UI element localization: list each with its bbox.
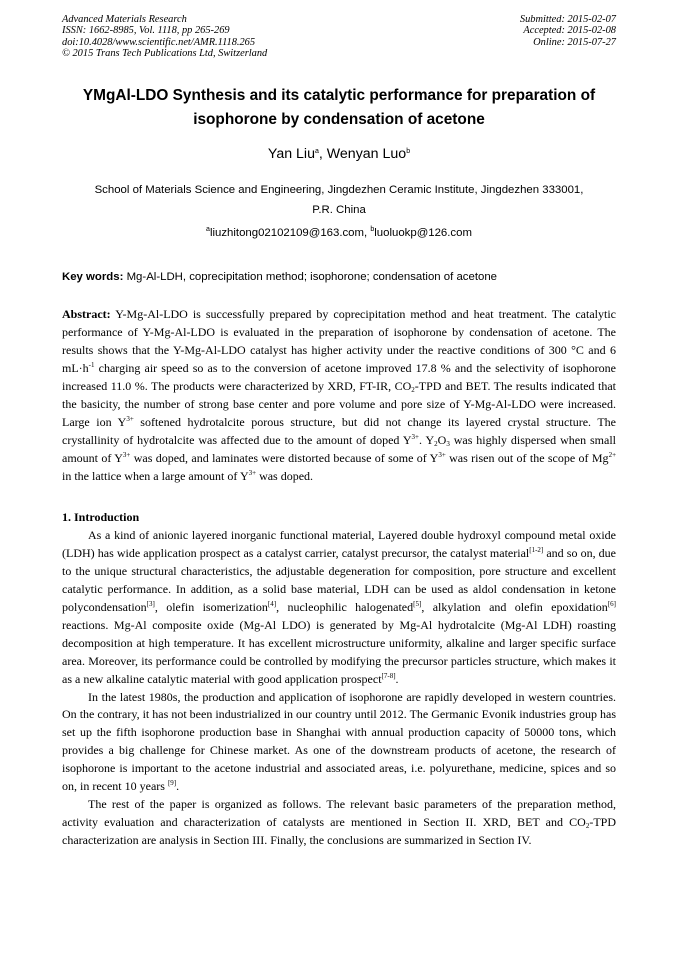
abstract-sub: 2 — [434, 439, 438, 448]
author-separator: , — [318, 146, 327, 162]
abstract-text: -TPD and BET. The results indicated that the basicity, the number of strong base center and pore volume and pore size of Y-Mg-Al-LDO were increased. Large ion Y — [62, 378, 616, 429]
author-2: Wenyan Luo — [326, 146, 407, 162]
body-text: . — [176, 779, 180, 794]
intro-paragraph-1 — [62, 527, 616, 689]
email-b[interactable]: luoluokp@126.com — [374, 227, 472, 239]
abstract-sup: 3+ — [411, 432, 419, 441]
affiliation — [62, 180, 616, 220]
email-separator: , — [364, 227, 371, 239]
author-1: Yan Liu — [267, 146, 315, 162]
title-line-2: isophorone by condensation of acetone — [193, 111, 485, 128]
copyright: © 2015 Trans Tech Publications Ltd, Switzerland — [62, 47, 268, 59]
body-text: The rest of the paper is organized as follows. The relevant basic parameters of the preparation method, activity evaluation and characterization of catalysts are mentioned in Section II. XRD, BET and CO — [62, 797, 616, 830]
abstract-sup: 2+ — [608, 450, 617, 459]
body-text: reactions. Mg-Al composite oxide (Mg-Al LDO) is generated by Mg-Al hydrotalcite (Mg-Al LDH) roasting decomposition at high temperature. It has excellent microstructure uniformity, alkaline and larger specific surface area. Moreover, its performance could be controlled by modifying the precursor particles structure, which makes it as a new alkaline catalytic material with good application prospect — [62, 617, 616, 686]
title-line-1: YMgAl-LDO Synthesis and its catalytic performance for preparation of — [82, 87, 596, 104]
abstract-text: . Y — [419, 432, 435, 447]
citation: [6] — [607, 599, 616, 608]
abstract-text: charging air speed so as to the conversion of acetone improved 17.8 % and the selectivity of isophorone increased 11.0 %. The products were characterized by XRD, FT-IR, CO — [62, 360, 616, 393]
abstract-text: was highly dispersed when small amount of Y — [62, 432, 616, 465]
keywords — [62, 270, 616, 285]
abstract-paragraph — [62, 306, 616, 486]
email-a-mark: a — [206, 226, 210, 233]
citation: [4] — [267, 599, 277, 608]
affiliation-line-1: School of Materials Science and Engineering, Jingdezhen Ceramic Institute, Jingdezhen 333001, — [94, 184, 584, 196]
intro-paragraph-3 — [62, 796, 616, 850]
authors — [0, 145, 678, 163]
author-emails — [0, 225, 678, 241]
abstract — [62, 306, 616, 486]
abstract-sup: 3+ — [122, 450, 131, 459]
section-heading: 1. Introduction — [62, 510, 140, 524]
affiliation-line-2: P.R. China — [312, 204, 366, 216]
abstract-sup: 3+ — [126, 414, 134, 423]
author-1-mark: a — [314, 148, 319, 155]
abstract-text: Y-Mg-Al-LDO is successfully prepared by coprecipitation method and heat treatment. The catalytic performance of Y-Mg-Al-LDO is evaluated in the preparation of isophorone by condensation of acetone. The results shows that the Y-Mg-Al-LDO catalyst has higher activity under the reactive conditions of 300 °C and 6 mL·h — [62, 307, 616, 375]
citation: [1-2] — [529, 545, 544, 554]
author-2-mark: b — [406, 148, 411, 155]
keywords-text: Mg-Al-LDH, coprecipitation method; isophorone; condensation of acetone — [123, 271, 497, 283]
body-text: In the latest 1980s, the production and application of isophorone are rapidly developed in western countries. On the contrary, it has not been industrialized in our country until 2012. The Germanic Evonik industries group has set up the fifth isophorone production base in Shanghai with annual production capacity of 50000 tons, which provides a big challenge for Chinese market. As one of the downstream products of acetone, the research of isophorone is important to the acetone industrial and associated areas, i.e. polyurethane, medicine, spices and so on, in recent 10 years — [62, 689, 616, 794]
online-date: Online: 2015-07-27 — [533, 36, 616, 48]
citation: [5] — [413, 599, 422, 608]
body-text: As a kind of anionic layered inorganic functional material, Layered double hydroxyl compound metal oxide (LDH) has wide application prospect as a catalyst carrier, catalyst precursor, the catalyst material — [62, 527, 616, 560]
abstract-sup: 3+ — [438, 450, 446, 459]
email-b-mark: b — [370, 226, 375, 233]
intro-paragraph-2 — [62, 689, 616, 797]
body-text: , nucleophilic halogenated — [276, 599, 414, 614]
body-text: , alkylation and olefin epoxidation — [421, 599, 608, 614]
abstract-text: in the lattice when a large amount of Y — [62, 468, 249, 483]
doi: doi:10.4028/www.scientific.net/AMR.1118.265 — [62, 36, 256, 48]
publication-dates — [520, 14, 616, 48]
body-sub: 2 — [585, 822, 590, 831]
paper-title — [50, 84, 628, 132]
citation: [9] — [167, 779, 177, 788]
body-text: , olefin isomerization — [154, 599, 268, 614]
journal-name: Advanced Materials Research — [62, 14, 187, 25]
abstract-sup: 3+ — [248, 468, 257, 477]
abstract-sup: -1 — [88, 360, 95, 369]
body-text: . — [395, 671, 399, 686]
citation: [7-8] — [381, 671, 396, 680]
email-a[interactable]: liuzhitong02102109@163.com — [209, 227, 365, 239]
citation: [3] — [146, 599, 155, 608]
abstract-sub: 3 — [446, 439, 450, 448]
abstract-label: Abstract: — [62, 307, 111, 321]
submitted-date: Submitted: 2015-02-07 — [519, 14, 616, 25]
abstract-text: was doped, and laminates were distorted because of some of Y — [130, 450, 439, 465]
introduction-section — [62, 509, 616, 850]
keywords-label: Key words: — [62, 271, 124, 283]
journal-info — [62, 14, 267, 59]
abstract-text: was risen out of the scope of Mg — [445, 450, 609, 465]
abstract-sub: 2 — [411, 385, 415, 394]
abstract-text: was doped. — [256, 468, 314, 483]
body-text: and so on, due to the unique structural characteristics, the adjustable degeneration for composition, pore structure and excellent catalytic performance. In addition, as a solid base material, LDH can be used as aldol condensation in ketone polycondensation — [62, 545, 617, 614]
accepted-date: Accepted: 2015-02-08 — [523, 25, 616, 37]
abstract-text: softened hydrotalcite porous structure, but did not change its layered crystal structure. The crystallinity of hydrotalcite was affected due to the amount of doped Y — [62, 414, 616, 447]
issn: ISSN: 1662-8985, Vol. 1118, pp 265-269 — [62, 25, 230, 37]
body-text: -TPD characterization are analysis in Section III. Finally, the conclusions are summarized in Section IV. — [62, 815, 616, 848]
abstract-text: O — [437, 432, 447, 447]
